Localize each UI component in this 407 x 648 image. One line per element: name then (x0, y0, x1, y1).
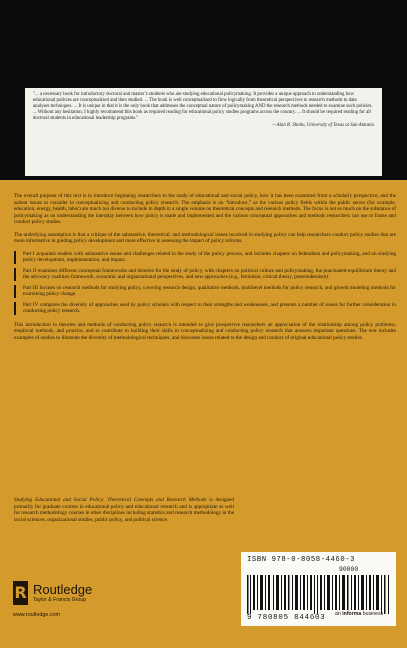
informa-suffix: business (361, 611, 384, 617)
barcode-icon (247, 575, 390, 614)
course-use-text (14, 497, 234, 527)
description-paragraph-2: The underlying assumption is that a critique of the substantive, theoretical, and methodological issues involved in studying policy can help researchers conduct policy studies that are more informative in guiding policy development and more effective in assessing the impact of policy reforms. (14, 231, 396, 244)
publisher-name: Routledge (33, 582, 93, 597)
part-item-2 (14, 268, 396, 281)
endorsement-quote-box (25, 88, 382, 176)
part-bar (14, 285, 16, 298)
part-item-1 (14, 251, 396, 264)
publisher-group: Taylor & Francis Group (33, 597, 87, 603)
course-use-paragraph (14, 497, 234, 523)
isbn-text: ISBN 978-0-8058-4460-3 (247, 556, 356, 564)
informa-prefix: an (335, 611, 343, 617)
parts-list (14, 251, 396, 315)
publisher-url: www.routledge.com (13, 612, 61, 618)
part-bar (14, 251, 16, 264)
informa-brand: informa (342, 611, 362, 617)
book-title-italic: Studying Educational and Social Policy: Theoretical Concepts and Research Methods (14, 497, 207, 503)
informa-business-tag (335, 611, 383, 617)
part-text: Part I acquaints readers with substantive issues and challenges related to the study of the policy process, and includes chapters on federalism and policymaking, and on studying policy development, implementation, and impact. (23, 250, 396, 263)
description-paragraph-3: This introduction to theories and methods of conducting policy research is intended to give prospective researchers an appreciation of the relationship among policy problems, empirical methods, and practice, and to contribute to building their skills in conceptualizing and conducting policy research that answers important questions. The text includes examples of studies to illustrate the diversity of methodological techniques, and discusses issues related to the design and conduct of original educational policy studies. (14, 321, 396, 341)
description-text (14, 193, 396, 347)
part-bar (14, 302, 16, 315)
endorsement-quote-text: "... a necessary book for introductory doctoral and master’s students who are studying educational policymaking. It provides a unique approach to understanding how educational policies are conceptualized and then studied. ... The book is well conceptualized to flow logically from theoretical perspectives to research methods to data analyses techniques. ... It is unique in that it is the only book that addresses the conceptual nature of policymaking AND the research methods needed to examine such policies. ... Without any hesitation, I highly recommend this book as required reading for educational policy studies programs across the country. ... It should be required reading for all doctoral students in educational leadership programs." (33, 92, 373, 122)
part-bar (14, 268, 16, 281)
part-text: Part III focuses on research methods for studying policy, covering research design, qualitative methods, multilevel methods for policy research, and growth modeling methods for examining policy change. (23, 284, 396, 297)
top-dark-strip (0, 0, 407, 86)
course-use-rest: is designed primarily for graduate courses in educational policy and educational research and is appropriate as well for research methodology courses in other disciplines including statistics and research methodology in the social sciences, organizational studies, public policy, and political science. (14, 497, 234, 523)
endorsement-attribution: —Alan R. Shoho, University of Texas at San Antonio (272, 123, 374, 129)
part-text: Part IV compares the diversity of approaches used by policy scholars with respect to their strengths and weaknesses, and presents a number of issues for further consideration in conducting policy research. (23, 301, 396, 314)
description-paragraph-1: The overall purpose of this text is to introduce beginning researchers to the study of educational and social policy, how it has been examined from a scholarly perspective, and the salient issues to consider in conceptualizing and conducting policy research. The emphasis is on “introduce,” as the various policy fields within the public sector (for example, education, energy, health, labor) are much too diverse to include in depth in a single volume on theoretical concepts and research methods. The focus is not so much on the substance of policymaking as on understanding the interplay between how policy is made and implemented and the various conceptual approaches and methods researchers can use to frame and conduct policy studies. (14, 193, 396, 225)
barcode-number: 9 780805 844603 (247, 614, 326, 622)
part-item-3 (14, 285, 396, 298)
price-code: 90000 (339, 566, 359, 573)
routledge-logo-icon: R (13, 581, 28, 605)
part-text: Part II examines different conceptual frameworks and theories for the study of policy, with chapters on political culture and policymaking, the punctuated-equilibrium theory and the advocacy coalition framework, economic and organizational perspectives, and new approaches (e.g., feminism, critical theory, postmodernism). (23, 267, 396, 280)
part-item-4 (14, 302, 396, 315)
